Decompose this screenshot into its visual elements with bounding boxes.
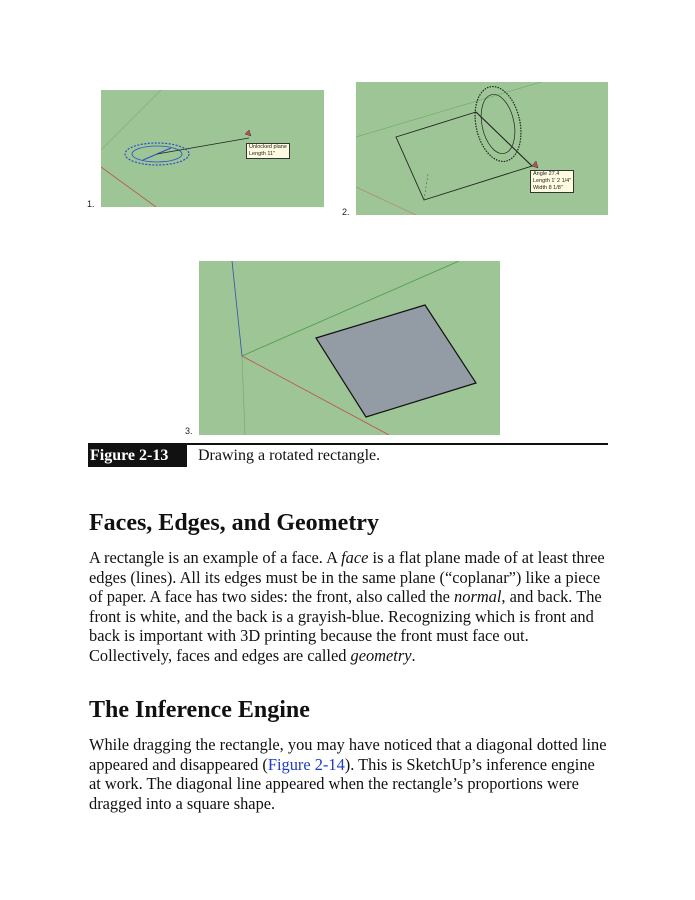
figure-2-14-link[interactable]: Figure 2-14 — [267, 754, 345, 774]
panel-1-number: 1. — [87, 199, 95, 209]
figure-panel-2 — [356, 82, 608, 215]
paragraph-inference: While dragging the rectangle, you may have noticed that a diagonal dotted line appeared and disappeared (Figure 2-14). This is SketchUp’s inference engine at work. The diagonal line appeared when the rectangle’s proportions were dragged into a square shape. — [89, 735, 607, 813]
section-heading-inference: The Inference Engine — [89, 697, 310, 723]
figure-panel-1 — [101, 90, 324, 207]
panel-2-number: 2. — [342, 207, 350, 217]
figure-caption: Drawing a rotated rectangle. — [198, 447, 381, 464]
paragraph-faces: A rectangle is an example of a face. A face is a flat plane made of at least three edges (lines). All its edges must be in the same plane (“coplanar”) like a piece of paper. A face has two sides: the front, also called the normal, and back. The front is white, and the back is a grayish-blue. Recognizing which is front and back is important with 3D printing because the front must face out. Collectively, faces and edges are called geometry. — [89, 548, 605, 665]
panel-1-drawing — [101, 90, 324, 207]
panel-3-number: 3. — [185, 426, 193, 436]
panel-3-drawing — [199, 261, 500, 435]
figure-label: Figure 2-13 — [88, 445, 187, 467]
section-heading-faces: Faces, Edges, and Geometry — [89, 510, 379, 536]
panel-2-drawing — [356, 82, 608, 215]
panel-2-tooltip: Angle 27.4 Length 1' 2 1/4" Width 8 1/8" — [530, 170, 574, 193]
panel-1-tooltip: Unlocked plane Length 11" — [246, 143, 290, 159]
figure-panel-3 — [199, 261, 500, 435]
